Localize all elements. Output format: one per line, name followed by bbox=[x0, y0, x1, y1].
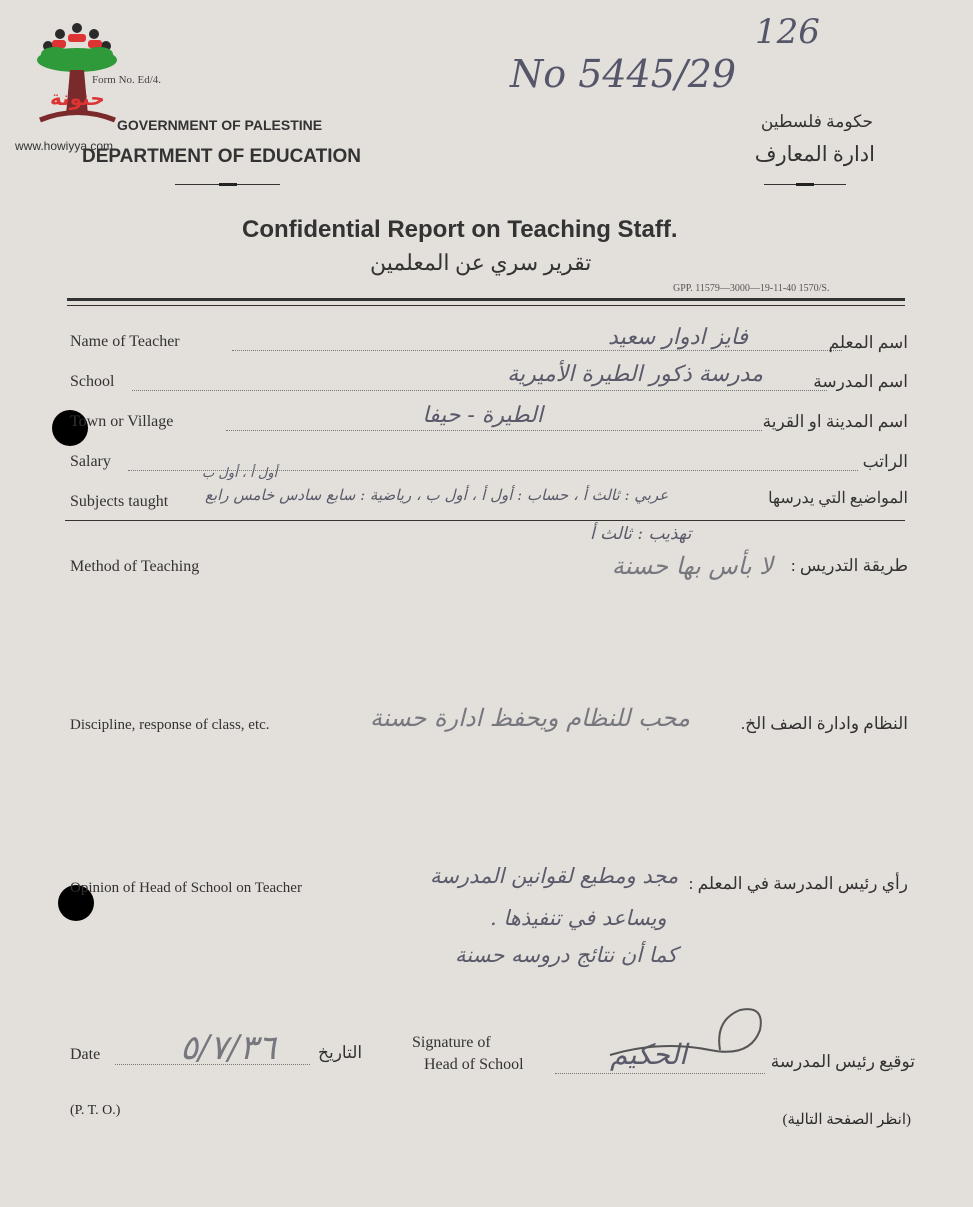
signature-flourish-icon bbox=[600, 1000, 780, 1080]
opinion-line-2[interactable]: ويساعد في تنفيذها . bbox=[490, 906, 667, 930]
teacher-name-value[interactable]: فايز ادوار سعيد bbox=[608, 325, 748, 350]
discipline-label-arabic: النظام وادارة الصف الخ. bbox=[740, 714, 908, 733]
method-label-arabic: طريقة التدريس : bbox=[790, 556, 908, 575]
report-title: Confidential Report on Teaching Staff. bbox=[242, 216, 678, 243]
method-value[interactable]: لا بأس بها حسنة bbox=[611, 552, 773, 580]
subjects-value-above[interactable]: أول أ ، أول ب bbox=[202, 466, 278, 481]
name-dotline bbox=[232, 350, 842, 351]
handwritten-reference: No 5445/29 bbox=[510, 52, 737, 96]
watermark-url: www.howiyya.com bbox=[15, 139, 114, 153]
signature-label-2: Head of School bbox=[424, 1056, 524, 1073]
town-dotline bbox=[226, 430, 762, 431]
department-title-arabic: ادارة المعارف bbox=[754, 142, 875, 166]
watermark-logo-text: حنونة bbox=[50, 86, 105, 110]
subjects-label: Subjects taught bbox=[70, 493, 169, 510]
pto-arabic: (انظر الصفحة التالية) bbox=[782, 1112, 911, 1128]
government-title: GOVERNMENT OF PALESTINE bbox=[117, 117, 323, 133]
subjects-label-arabic: المواضيع التي يدرسها bbox=[768, 490, 908, 507]
salary-label-arabic: الراتب bbox=[862, 452, 908, 471]
name-label: Name of Teacher bbox=[70, 333, 180, 350]
government-title-arabic: حكومة فلسطين bbox=[760, 112, 873, 131]
subjects-value[interactable]: عربي : ثالث أ ، حساب : أول أ ، أول ب ، رياضية : سابع سادس خامس رابع bbox=[205, 486, 669, 504]
date-value[interactable]: ٥/٧/٣٦ bbox=[180, 1028, 276, 1068]
header-rule-right bbox=[764, 184, 846, 185]
salary-label: Salary bbox=[70, 453, 111, 470]
school-value[interactable]: مدرسة ذكور الطيرة الأميرية bbox=[507, 362, 763, 387]
signature-label-1: Signature of bbox=[412, 1034, 491, 1051]
opinion-label: Opinion of Head of School on Teacher bbox=[70, 880, 302, 896]
method-label: Method of Teaching bbox=[70, 558, 200, 575]
opinion-label-arabic: رأي رئيس المدرسة في المعلم : bbox=[688, 874, 908, 893]
date-label-arabic: التاريخ bbox=[318, 1043, 363, 1062]
school-label-arabic: اسم المدرسة bbox=[813, 372, 908, 391]
report-title-arabic: تقرير سري عن المعلمين bbox=[370, 250, 592, 275]
opinion-line-1[interactable]: مجد ومطيع لقوانين المدرسة bbox=[430, 864, 679, 888]
department-title: DEPARTMENT OF EDUCATION bbox=[82, 146, 362, 167]
subjects-value-line2[interactable]: تهذيب : ثالث أ bbox=[590, 524, 692, 544]
form-number: Form No. Ed/4. bbox=[92, 74, 162, 86]
school-label: School bbox=[70, 373, 115, 390]
signature-label-arabic: توقيع رئيس المدرسة bbox=[770, 1052, 915, 1071]
date-label: Date bbox=[70, 1046, 101, 1063]
discipline-value[interactable]: محب للنظام ويحفظ ادارة حسنة bbox=[370, 704, 691, 732]
signature-value[interactable]: الحكيم bbox=[610, 1038, 687, 1071]
town-label-arabic: اسم المدينة او القرية bbox=[762, 412, 908, 431]
town-label: Town or Village bbox=[70, 413, 174, 430]
town-value[interactable]: الطيرة - حيفا bbox=[422, 403, 543, 428]
pto-english: (P. T. O.) bbox=[70, 1103, 121, 1118]
handwritten-page-number: 126 bbox=[755, 12, 820, 52]
print-code: GPP. 11579—3000—19-11-40 1570/S. bbox=[673, 283, 830, 294]
name-label-arabic: اسم المعلم bbox=[828, 333, 908, 352]
title-double-rule bbox=[67, 298, 905, 306]
subjects-underline bbox=[65, 520, 905, 521]
opinion-line-3[interactable]: كما أن نتائج دروسه حسنة bbox=[455, 943, 678, 967]
discipline-label: Discipline, response of class, etc. bbox=[70, 717, 270, 733]
header-rule-left bbox=[175, 184, 280, 185]
school-dotline bbox=[132, 390, 827, 391]
